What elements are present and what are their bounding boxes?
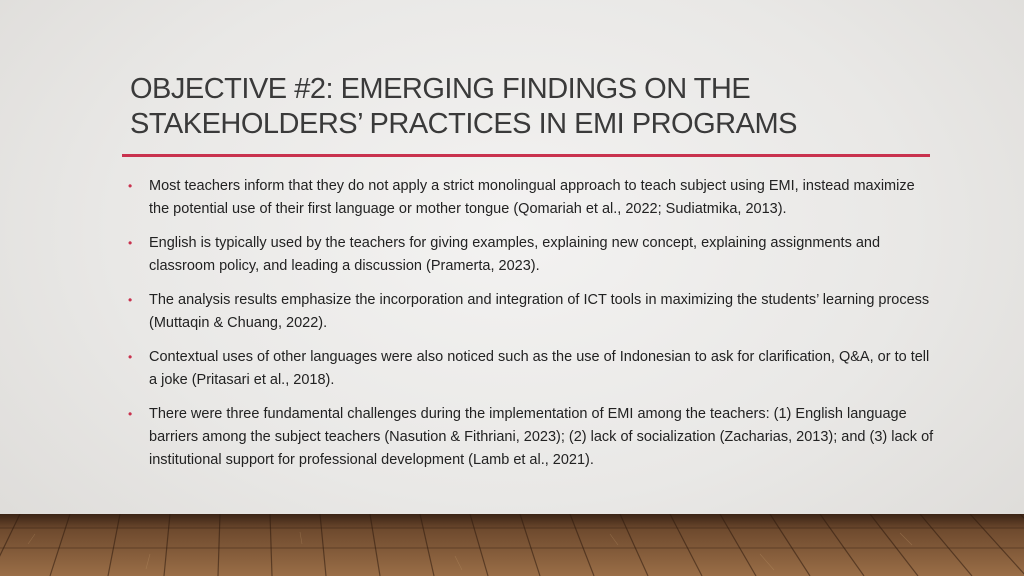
slide-title	[130, 72, 930, 142]
bullet-item	[128, 232, 936, 278]
wooden-floor-decoration	[0, 514, 1024, 576]
wooden-floor-graphic	[0, 514, 1024, 576]
bullet-text: Most teachers inform that they do not apply a strict monolingual approach to teach subject using EMI, instead maximize the potential use of their first language or mother tongue (Qomariah et al., 2022; Sudiatmika, 2013).	[149, 178, 915, 217]
slide-title-line-1: OBJECTIVE #2: EMERGING FINDINGS ON THE	[130, 73, 751, 105]
bullet-item	[128, 289, 936, 335]
bullet-text: Contextual uses of other languages were also noticed such as the use of Indonesian to ask for clarification, Q&A, or to tell a joke (Pritasari et al., 2018).	[149, 349, 930, 388]
bullet-text: English is typically used by the teachers for giving examples, explaining new concept, explaining assignments and classroom policy, and leading a discussion (Pramerta, 2023).	[149, 235, 881, 274]
bullet-marker: •	[128, 407, 133, 421]
bullet-item	[128, 346, 936, 392]
bullet-list	[128, 175, 936, 483]
bullet-marker: •	[128, 236, 133, 250]
bullet-marker: •	[128, 179, 133, 193]
slide-title-line-2: STAKEHOLDERS’ PRACTICES IN EMI PROGRAMS	[130, 108, 797, 140]
bullet-marker: •	[128, 350, 133, 364]
bullet-marker: •	[128, 293, 133, 307]
bullet-text: There were three fundamental challenges during the implementation of EMI among the teachers: (1) English language barriers among the subject teachers (Nasution & Fithriani, 2023); (2) lack of socialization (Zacharias, 2013); and (3) lack of institutional support for professional development (Lamb et al., 2021).	[149, 406, 934, 468]
bullet-text: The analysis results emphasize the incorporation and integration of ICT tools in maximizing the students’ learning process (Muttaqin & Chuang, 2022).	[149, 292, 930, 331]
bullet-item	[128, 175, 936, 221]
title-divider	[122, 154, 930, 157]
bullet-item	[128, 403, 936, 472]
